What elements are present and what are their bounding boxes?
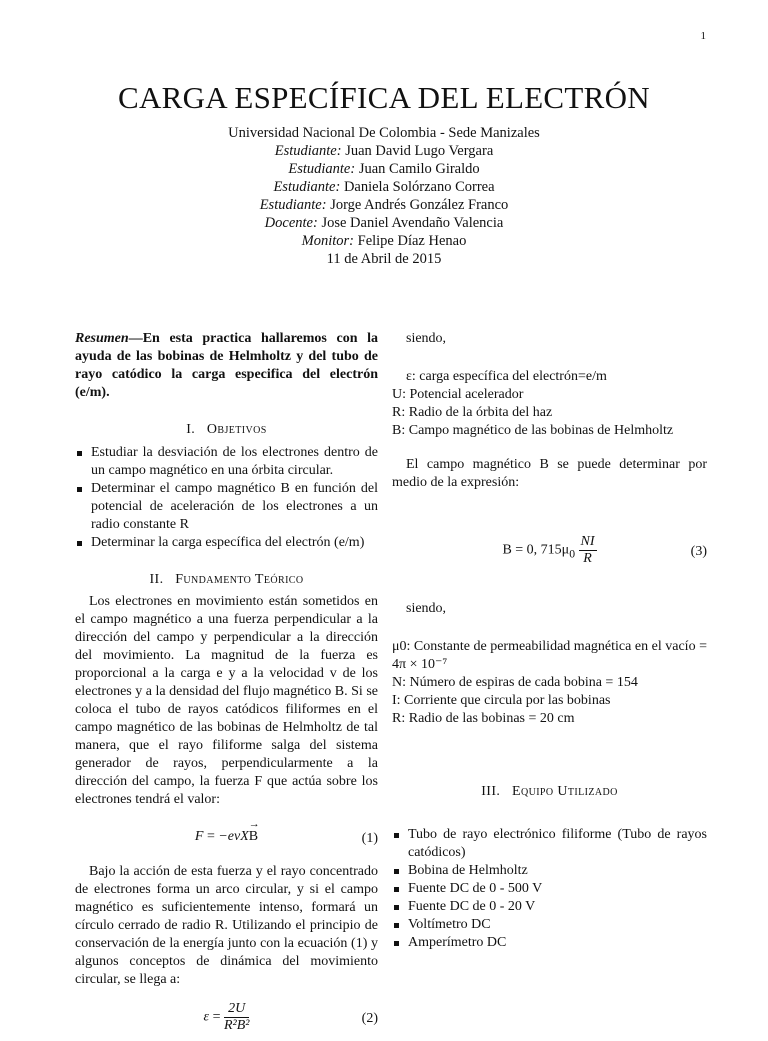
list-item: Determinar el campo magnético B en función del potencial de aceleración de los electrones a un radio constante R <box>75 480 378 534</box>
fundamento-paragraph-2: Bajo la acción de esta fuerza y el rayo concentrado de electrones forma un arco circular, y si el campo magnético es suficientemente intenso, formará un círculo cerrado de radio R. Utilizando el principio de conservación de la energía junto con la ecuación (1) y algunos conceptos de dinámica del movimiento circular, se llega a: <box>75 864 378 987</box>
section-heading-objetivos: I. Objetivos <box>186 422 267 437</box>
eq2-fraction <box>224 1001 250 1034</box>
eq1-lhs: F <box>194 829 204 844</box>
person-role: Estudiante: <box>273 179 341 195</box>
equation-1: F = −evX→ B (1) <box>75 823 378 859</box>
person-name: Felipe Díaz Henao <box>357 233 467 249</box>
objetivos-list <box>75 444 378 552</box>
section-heading-equipo: III. Equipo Utilizado <box>481 784 618 799</box>
abstract-text: —En esta practica hallaremos con la ayuda de las bobinas de Helmholtz y del tubo de rayo catódico la carga especifica del electrón (e/m). <box>75 331 378 400</box>
equation-number: (3) <box>690 544 707 559</box>
person-line <box>0 232 768 250</box>
list-item: Amperímetro DC <box>392 934 707 952</box>
eq3-fraction <box>579 534 597 567</box>
campo-text: El campo magnético B se puede determinar por medio de la expresión: <box>392 457 707 490</box>
person-name: Juan David Lugo Vergara <box>345 143 494 159</box>
eq1-rhs: −evX <box>218 829 249 844</box>
person-name: Jorge Andrés González Franco <box>330 197 509 213</box>
definition-line: R: Radio de la órbita del haz <box>392 405 553 420</box>
list-item: Tubo de rayo electrónico filiforme (Tubo de rayos catódicos) <box>392 826 707 862</box>
person-role: Monitor: <box>301 233 354 249</box>
equipo-list <box>392 826 707 952</box>
definition-line: R: Radio de las bobinas = 20 cm <box>392 711 575 726</box>
person-name: Jose Daniel Avendaño Valencia <box>321 215 504 231</box>
person-name: Daniela Solórzano Correa <box>343 179 495 195</box>
person-role: Estudiante: <box>288 161 356 177</box>
eq3-sub: 0 <box>569 547 576 561</box>
page-number: 1 <box>700 30 706 42</box>
definition-line: I: Corriente que circula por las bobinas <box>392 693 611 708</box>
eq3-numerator: NI <box>580 534 595 549</box>
list-item: Determinar la carga específica del electrón (e/m) <box>75 534 378 552</box>
person-role: Docente: <box>264 215 318 231</box>
person-line <box>0 160 768 178</box>
list-item: Fuente DC de 0 - 20 V <box>392 898 707 916</box>
eq2-numerator: 2U <box>224 1001 250 1018</box>
person-line <box>0 196 768 214</box>
right-column <box>392 330 707 952</box>
person-role: Estudiante: <box>274 143 342 159</box>
list-item: Fuente DC de 0 - 500 V <box>392 880 707 898</box>
person-role: Estudiante: <box>259 197 327 213</box>
list-item: Bobina de Helmholtz <box>392 862 707 880</box>
equation-number: (2) <box>361 1011 378 1026</box>
list-item: Estudiar la desviación de los electrones dentro de un campo magnético en una órbita circular. <box>75 444 378 480</box>
person-line <box>0 214 768 232</box>
date: 11 de Abril de 2015 <box>326 251 442 267</box>
definition-line: ε: carga específica del electrón=e/m <box>406 369 607 384</box>
definition-line: N: Número de espiras de cada bobina = 154 <box>392 675 638 690</box>
eq3-denominator: R <box>583 551 592 566</box>
person-line <box>0 142 768 160</box>
siendo-text: siendo, <box>406 331 447 346</box>
equation-3 <box>392 532 707 576</box>
eq3-lhs: B = 0, 715μ <box>502 542 570 558</box>
definition-line: U: Potencial acelerador <box>392 387 524 402</box>
list-item: Voltímetro DC <box>392 916 707 934</box>
section-heading-fundamento: II. Fundamento Teórico <box>149 572 304 587</box>
abstract-label: Resumen <box>75 331 129 346</box>
author-block <box>0 124 768 268</box>
eq1-vector-b: → B <box>249 829 258 845</box>
eq2-denominator: R²B² <box>223 1018 250 1033</box>
definition-line: B: Campo magnético de las bobinas de Helmholtz <box>392 423 674 438</box>
fundamento-paragraph-1: Los electrones en movimiento están sometidos en el campo magnético a una fuerza perpendicular a la dirección del campo y perpendicular a la dirección del movimiento. La magnitud de la fuerza es proporcional a la carga e y a la velocidad v de los electrones y a la densidad del flujo magnético B. Si se coloca el tubo de rayos catódicos filiformes en el campo magnético de las bobinas de Helmholtz de tal manera, que el rayo filiforme salga del sistema generador de rayos, perpendicularmente a la dirección del campo, la fuerza F que actúa sobre los electrones tendrá el valor: <box>75 594 378 807</box>
affiliation: Universidad Nacional De Colombia - Sede Manizales <box>228 125 540 141</box>
mu-definition: μ0: Constante de permeabilidad magnética en el vacío = 4π × 10⁻⁷ <box>392 639 707 672</box>
eq2-lhs: ε <box>203 1009 210 1025</box>
person-name: Juan Camilo Giraldo <box>358 161 480 177</box>
equation-2: ε = $\frac{2U}{\text{R²B²}}$ (2) <box>203 1001 378 1033</box>
left-column <box>75 330 378 1041</box>
person-line <box>0 178 768 196</box>
paper-title: CARGA ESPECÍFICA DEL ELECTRÓN <box>117 80 650 115</box>
siendo-text: siendo, <box>406 601 447 616</box>
abstract <box>75 330 378 402</box>
equation-number: (1) <box>361 831 378 846</box>
